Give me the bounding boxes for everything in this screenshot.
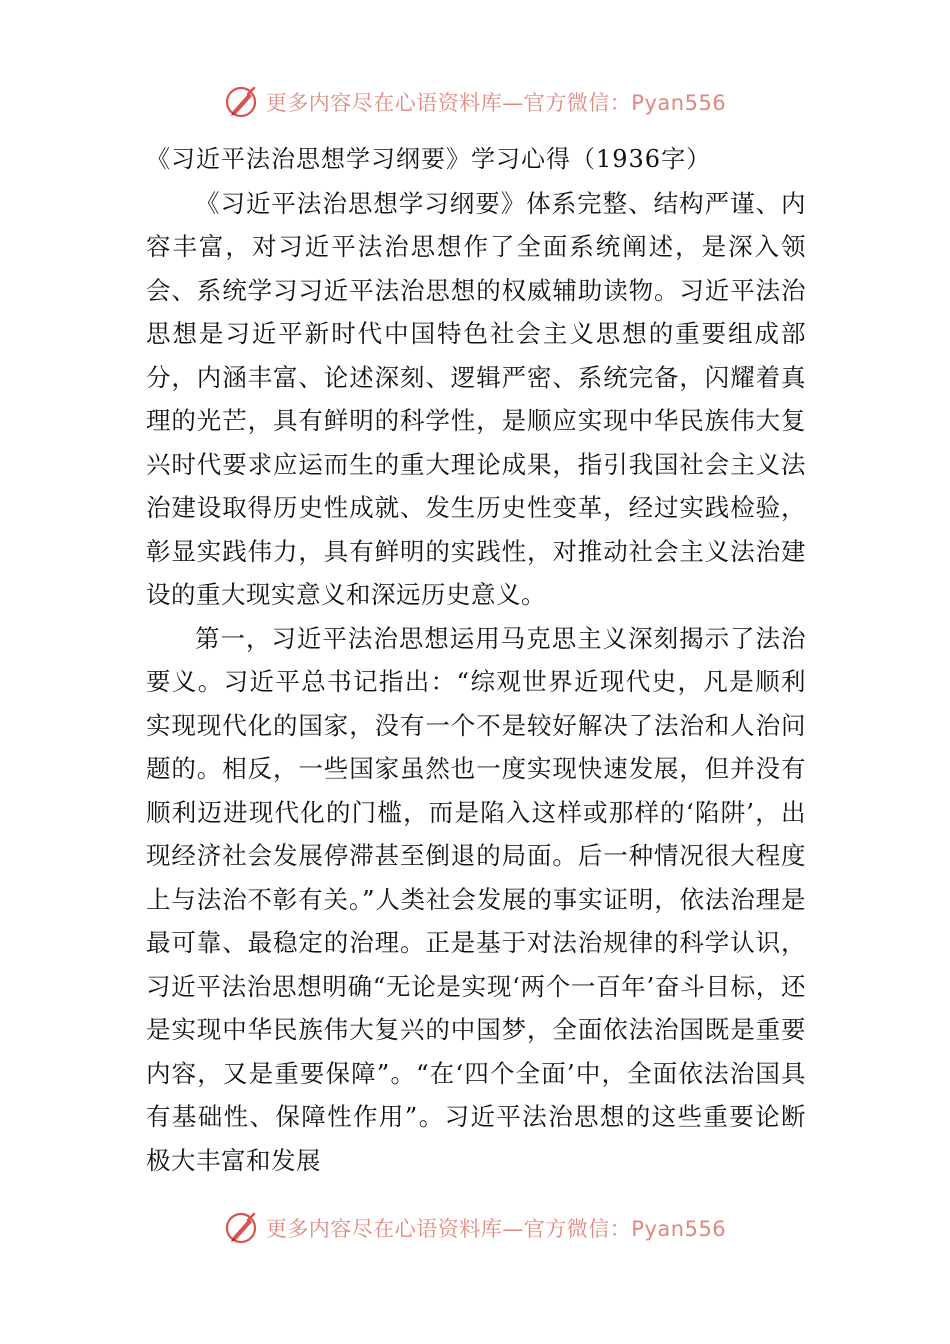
header-banner xyxy=(0,84,950,120)
banner-text: 更多内容尽在心语资料库—官方微信：Pyan556 xyxy=(265,1217,727,1241)
document-title: 《习近平法治思想学习纲要》学习心得（1936字） xyxy=(146,145,712,173)
paragraph-first-point: 第一，习近平法治思想运用马克思主义深刻揭示了法治要义。习近平总书记指出：“综观世界近现代史，凡是顺利实现现代化的国家，没有一个不是较好解决了法治和人治问题的。相反，一些国家虽然也一度实现快速发展，但并没有顺利迈进现代化的门槛，而是陷入这样或那样的‘陷阱’，出现经济社会发展停滞甚至倒退的局面。后一种情况很大程度上与法治不彰有关。”人类社会发展的事实证明，依法治理是最可靠、最稳定的治理。正是基于对法治规律的科学认识，习近平法治思想明确“无论是实现‘两个一百年’奋斗目标，还是实现中华民族伟大复兴的中国梦，全面依法治国既是重要内容，又是重要保障”。“在‘四个全面’中，全面依法治国具有基础性、保障性作用”。习近平法治思想的这些重要论断极大丰富和发展 xyxy=(146,623,806,1175)
banner-text: 更多内容尽在心语资料库—官方微信：Pyan556 xyxy=(265,91,727,115)
pen-logo-icon xyxy=(224,1210,260,1246)
pen-logo-icon xyxy=(224,84,260,120)
paragraph-intro: 《习近平法治思想学习纲要》体系完整、结构严谨、内容丰富，对习近平法治思想作了全面系统阐述，是深入领会、系统学习习近平法治思想的权威辅助读物。习近平法治思想是习近平新时代中国特色社会主义思想的重要组成部分，内涵丰富、论述深刻、逻辑严密、系统完备，闪耀着真理的光芒，具有鲜明的科学性，是顺应实现中华民族伟大复兴时代要求应运而生的重大理论成果，指引我国社会主义法治建设取得历史性成就、发生历史性变革，经过实践检验，彰显实践伟力，具有鲜明的实践性，对推动社会主义法治建设的重大现实意义和深远历史意义。 xyxy=(146,188,806,609)
document-body xyxy=(146,138,806,1182)
footer-banner xyxy=(0,1210,950,1246)
